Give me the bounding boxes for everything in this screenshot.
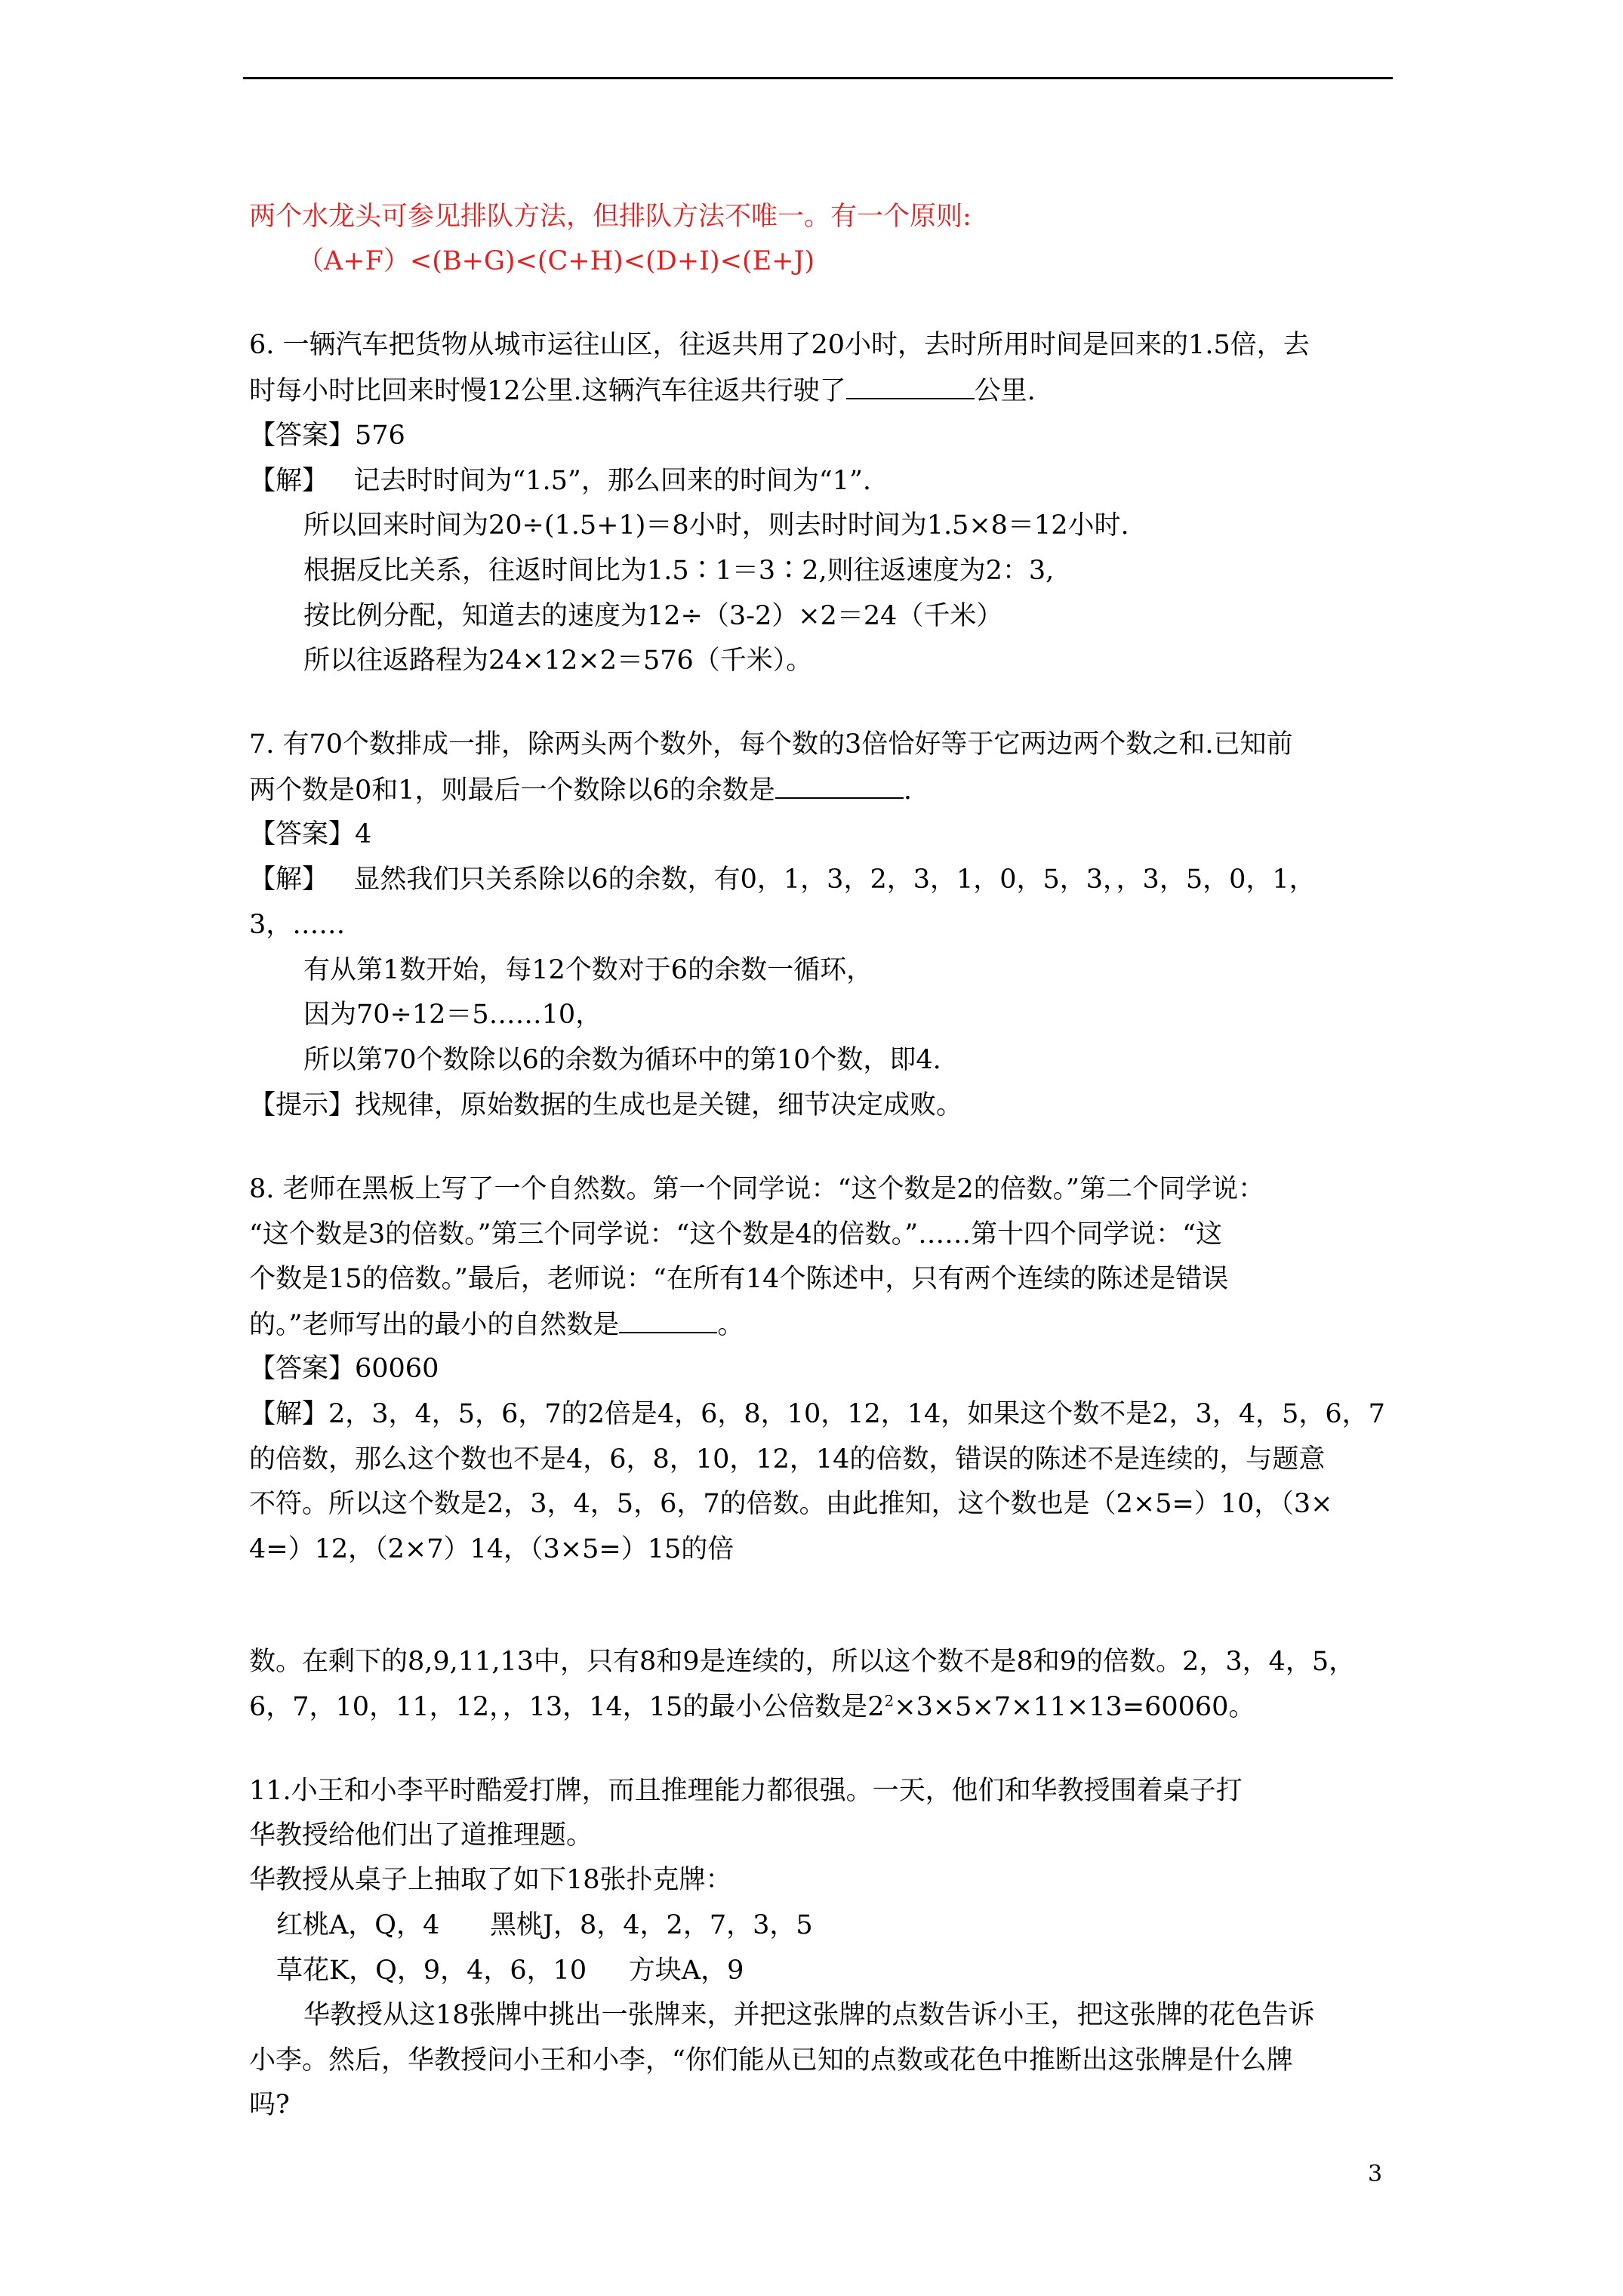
q8-solution-4: 4=）12，（2×7）14，（3×5=）15的倍 [249,1534,735,1564]
q8-solution-6: 6，7，10，11，12，，13，14，15的最小公倍数是$2^2\times 3\times 5\times 7\times 11\times 13=60060$。 [249,1691,1255,1722]
q7-answer: 【答案】4 [249,819,372,849]
q8-solution-2: 的倍数，那么这个数也不是4，6，8，10，12，14的倍数，错误的陈述不是连续的，与题意 [249,1444,1326,1475]
note-line-2: （A+F）<(B+G)<(C+H)<(D+I)<(E+J) [297,246,815,276]
q8-line-4: 的。”老师写出的最小的自然数是 。 [249,1306,744,1343]
q11-line-8: 吗? [249,2090,290,2120]
q6-answer: 【答案】576 [249,421,405,451]
q6-solution-4: 按比例分配，知道去的速度为12÷（3-2）×2＝24（千米） [303,601,1003,631]
q6-solution-3: 根据反比关系，往返时间比为1.5∶1＝3∶2,则往返速度为2：3, [303,556,1055,586]
q7-solution-2: 3，…… [249,910,346,940]
q11-cards-hearts-spades: 红桃A，Q，4 黑桃J，8，4，2，7，3，5 [276,1910,813,1940]
q7-line-2: 两个数是0和1，则最后一个数除以6的余数是 . [249,772,912,809]
header-rule [243,77,1393,79]
q7-line-1: 7. 有70个数排成一排，除两头两个数外，每个数的3倍恰好等于它两边两个数之和.已知前 [249,729,1293,760]
q8-line-1: 8. 老师在黑板上写了一个自然数。第一个同学说：“这个数是2的倍数。”第二个同学说： [249,1174,1265,1204]
q8-solution-3: 不符。所以这个数是2，3，4，5，6，7的倍数。由此推知，这个数也是（2×5=）10，（3× [249,1489,1333,1519]
q7-solution-5: 所以第70个数除以6的余数为循环中的第10个数，即4. [303,1045,941,1075]
q6-solution-2: 所以回来时间为20÷(1.5+1)＝8小时，则去时时间为1.5×8＝12小时. [303,510,1129,541]
q6-line-1: 6. 一辆汽车把货物从城市运往山区，往返共用了20小时，去时所用时间是回来的1.5倍，去 [249,330,1310,360]
q7-solution-1: 【解】 显然我们只关系除以6的余数，有0，1，3，2，3，1，0，5，3，，3，5，0，1， [249,864,1316,895]
q11-line-6: 华教授从这18张牌中挑出一张牌来，并把这张牌的点数告诉小王，把这张牌的花色告诉 [303,2000,1315,2030]
q6-line-2: 时每小时比回来时慢12公里.这辆汽车往返共行驶了 公里. [249,372,1036,409]
q11-cards-clubs-diamonds: 草花K，Q，9，4，6，10 方块A，9 [276,1955,744,1986]
q11-line-1: 11.小王和小李平时酷爱打牌，而且推理能力都很强。一天，他们和华教授围着桌子打 [249,1776,1243,1806]
q11-line-2: 华教授给他们出了道推理题。 [249,1820,593,1851]
note-line-1: 两个水龙头可参见排队方法，但排队方法不唯一。有一个原则: [249,202,972,232]
q7-solution-3: 有从第1数开始，每12个数对于6的余数一循环， [303,955,873,985]
q8-answer: 【答案】60060 [249,1354,439,1384]
q8-line-3: 个数是15的倍数。”最后，老师说：“在所有14个陈述中，只有两个连续的陈述是错误 [249,1264,1229,1294]
q11-line-3: 华教授从桌子上抽取了如下18张扑克牌： [249,1865,732,1895]
page-number: 3 [1368,2161,1383,2187]
q7-hint: 【提示】找规律，原始数据的生成也是关键，细节决定成败。 [249,1090,963,1120]
q8-line-2: “这个数是3的倍数。”第三个同学说：“这个数是4的倍数。”……第十四个同学说：“这 [249,1219,1223,1250]
q7-solution-4: 因为70÷12＝5……10， [303,1000,602,1030]
q8-solution-5: 数。在剩下的8,9,11,13中，只有8和9是连续的，所以这个数不是8和9的倍数。2，3，4，5， [249,1647,1356,1677]
q6-solution-1: 【解】 记去时时间为“1.5”，那么回来的时间为“1”. [249,466,872,496]
q11-line-7: 小李。然后，华教授问小王和小李，“你们能从已知的点数或花色中推断出这张牌是什么牌 [249,2045,1293,2076]
q6-solution-5: 所以往返路程为24×12×2＝576（千米）。 [303,646,813,676]
q8-solution-1: 【解】2，3，4，5，6，7的2倍是4，6，8，10，12，14，如果这个数不是2，3，4，5，6，7 [249,1399,1385,1429]
